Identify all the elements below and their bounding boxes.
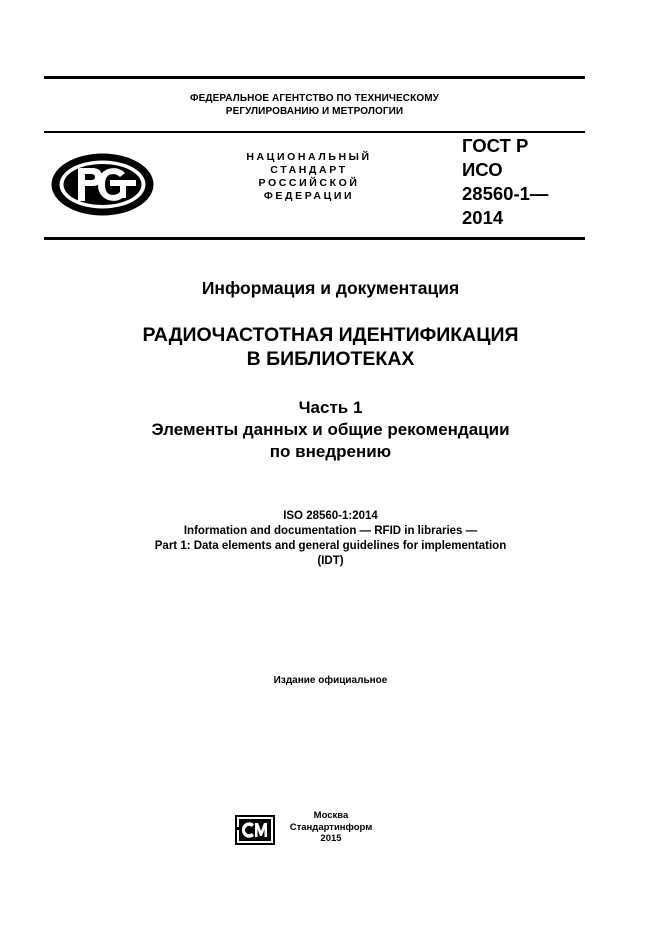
- header-rule-lower: [44, 237, 585, 240]
- subject-heading: Информация и документация: [201, 278, 460, 298]
- national-standard-label: [215, 151, 403, 203]
- main-title: [0, 323, 661, 371]
- designation-line-4: 2014: [462, 207, 504, 228]
- agency-line-1: ФЕДЕРАЛЬНОЕ АГЕНТСТВО ПО ТЕХНИЧЕСКОМУ: [190, 93, 439, 104]
- rosstandart-logo-icon: [50, 152, 155, 217]
- iso-title-line-1: Information and documentation — RFID in libraries —: [183, 525, 478, 537]
- part-title-line-2: по внедрению: [269, 442, 392, 461]
- publication-year: 2015: [320, 833, 342, 844]
- publisher-name: Стандартинформ: [289, 821, 373, 833]
- national-standard-line-4: ФЕДЕРАЦИИ: [263, 190, 355, 202]
- part-number: Часть 1: [298, 398, 363, 417]
- part-title: [0, 397, 661, 463]
- standard-designation: [462, 134, 582, 230]
- part-title-line-1: Элементы данных и общие рекомендации: [151, 420, 510, 439]
- iso-reference: [0, 509, 661, 569]
- agency-line-2: РЕГУЛИРОВАНИЮ И МЕТРОЛОГИИ: [225, 106, 404, 117]
- publisher-city: Москва: [313, 810, 349, 821]
- top-rule: [44, 76, 585, 79]
- main-title-line-2: В БИБЛИОТЕКАХ: [246, 348, 415, 370]
- national-standard-line-3: РОССИЙСКОЙ: [258, 177, 360, 189]
- national-standard-line-2: СТАНДАРТ: [270, 164, 348, 176]
- national-standard-line-1: НАЦИОНАЛЬНЫЙ: [246, 151, 372, 163]
- iso-equivalence: (IDT): [317, 555, 344, 567]
- designation-line-1: ГОСТ Р: [462, 135, 529, 156]
- agency-name: [44, 92, 585, 118]
- main-title-line-1: РАДИОЧАСТОТНАЯ ИДЕНТИФИКАЦИЯ: [142, 324, 519, 346]
- edition-label: Издание официальное: [273, 675, 388, 686]
- designation-line-2: ИСО: [462, 159, 503, 180]
- iso-title-line-2: Part 1: Data elements and general guidelines for implementation: [154, 540, 507, 552]
- designation-line-3: 28560-1—: [462, 183, 549, 204]
- standartinform-logo-icon: [235, 815, 275, 845]
- publisher-info: [283, 810, 379, 845]
- iso-number: ISO 28560-1:2014: [283, 510, 378, 522]
- header-rule-upper: [44, 131, 585, 133]
